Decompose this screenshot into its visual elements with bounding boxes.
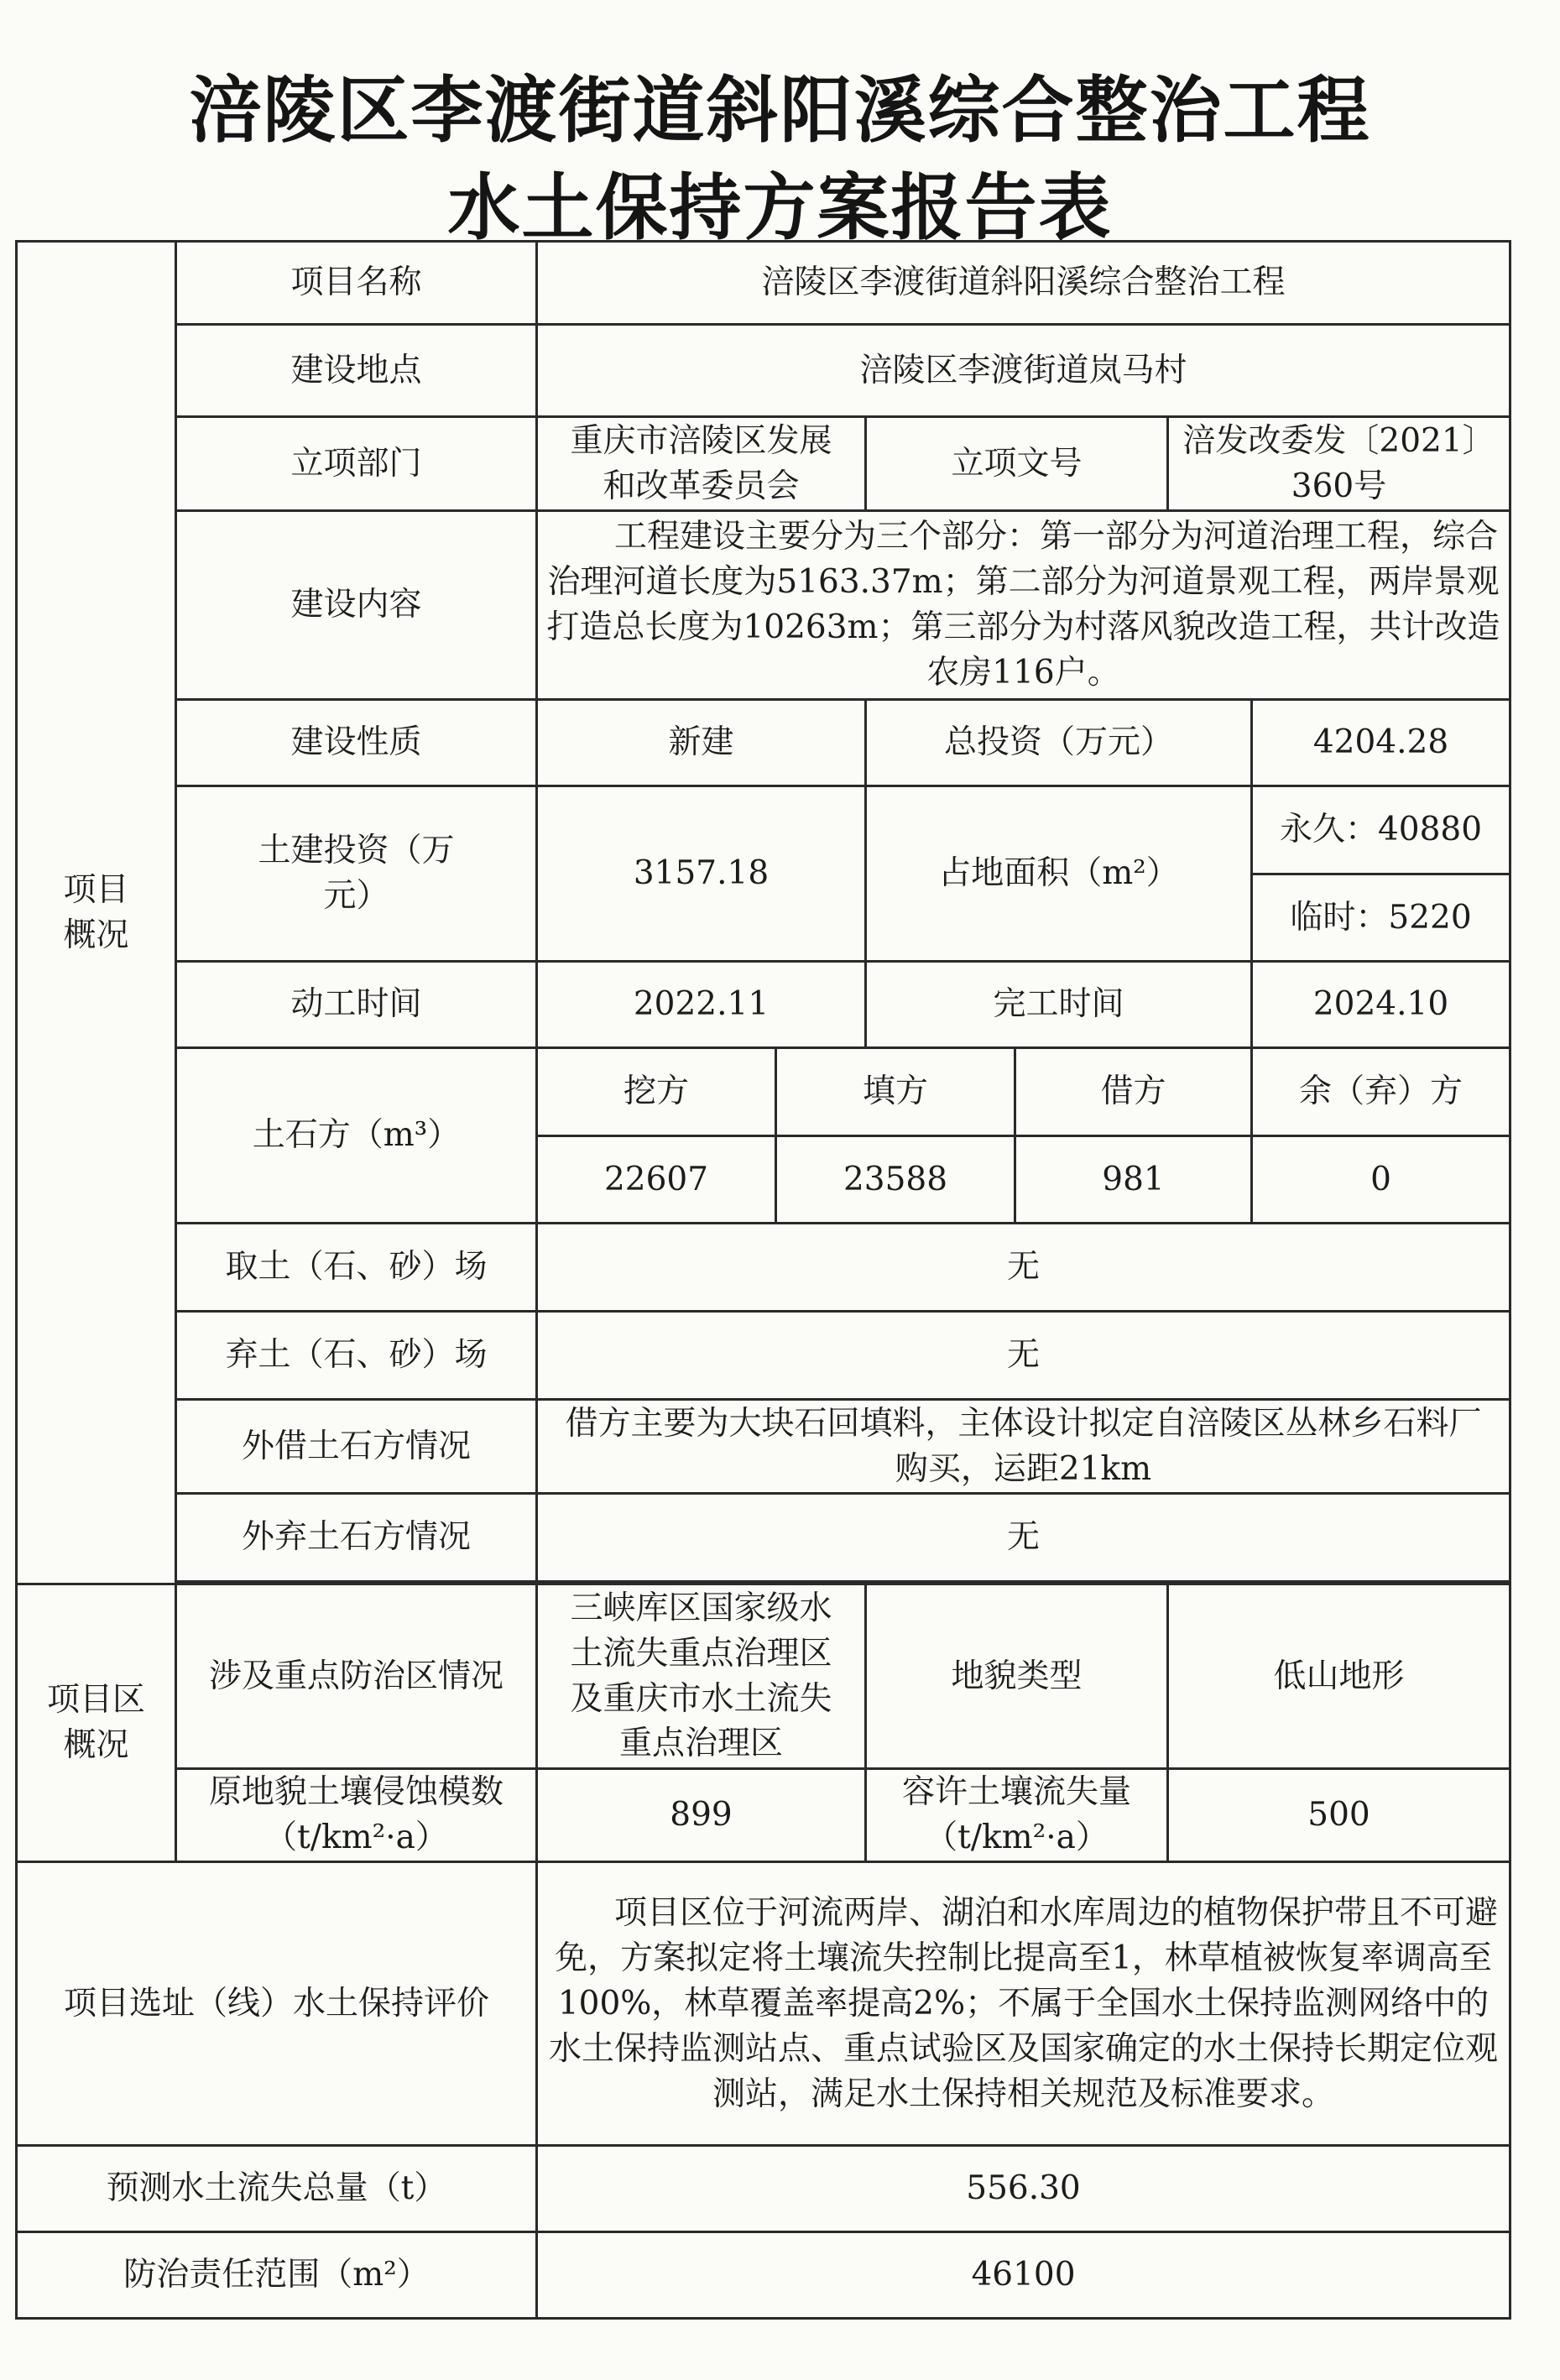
spoil-site-label: 弃土（石、砂）场 <box>176 1312 537 1400</box>
approval-doc-label: 立项文号 <box>866 417 1168 510</box>
civil-investment-label: 土建投资（万元） <box>176 786 537 961</box>
project-name-value: 涪陵区李渡街道斜阳溪综合整治工程 <box>537 242 1510 325</box>
earthwork-header-cut: 挖方 <box>537 1047 776 1135</box>
report-table <box>15 240 1511 2320</box>
start-label: 动工时间 <box>176 962 537 1048</box>
landform-value: 低山地形 <box>1168 1584 1510 1769</box>
document-title-line2: 水土保持方案报告表 <box>447 166 1113 250</box>
total-investment-value: 4204.28 <box>1252 700 1510 786</box>
earthwork-value-cut: 22607 <box>537 1135 776 1224</box>
earthwork-header-fill: 填方 <box>776 1047 1015 1135</box>
predicted-loss-value: 556.30 <box>537 2146 1510 2232</box>
external-spoil-label: 外弃土石方情况 <box>176 1494 537 1582</box>
start-value: 2022.11 <box>537 962 866 1048</box>
site-value: 涪陵区李渡街道岚马村 <box>537 324 1510 417</box>
external-borrow-label: 外借土石方情况 <box>176 1399 537 1494</box>
landform-label: 地貌类型 <box>866 1584 1168 1769</box>
earthwork-header-borrow: 借方 <box>1015 1047 1252 1135</box>
earthwork-value-fill: 23588 <box>776 1135 1015 1224</box>
nature-value: 新建 <box>537 700 866 786</box>
earthwork-label: 土石方（m³） <box>176 1047 537 1223</box>
nature-label: 建设性质 <box>176 700 537 786</box>
end-value: 2024.10 <box>1252 962 1510 1048</box>
predicted-loss-label: 预测水土流失总量（t） <box>17 2146 537 2232</box>
allowable-loss-label: 容许土壤流失量（t/km²·a） <box>866 1768 1168 1861</box>
responsibility-value: 46100 <box>537 2232 1510 2319</box>
external-spoil-value: 无 <box>537 1494 1510 1582</box>
external-borrow-value: 借方主要为大块石回填料，主体设计拟定自涪陵区丛林乡石料厂购买，运距21km <box>537 1399 1510 1494</box>
section-label-area: 项目区概况 <box>17 1584 176 1862</box>
site-label: 建设地点 <box>176 324 537 417</box>
approval-doc-value: 涪发改委发〔2021〕360号 <box>1168 417 1510 510</box>
key-zone-label: 涉及重点防治区情况 <box>176 1584 537 1769</box>
content-label: 建设内容 <box>176 510 537 700</box>
earthwork-header-spoil: 余（弃）方 <box>1252 1047 1510 1135</box>
section-label-overview: 项目概况 <box>17 242 176 1584</box>
land-temporary-value: 临时：5220 <box>1252 874 1510 962</box>
end-label: 完工时间 <box>866 962 1252 1048</box>
erosion-modulus-label: 原地貌土壤侵蚀模数（t/km²·a） <box>176 1768 537 1861</box>
approval-dept-label: 立项部门 <box>176 417 537 510</box>
civil-investment-value: 3157.18 <box>537 786 866 961</box>
site-eval-value: 项目区位于河流两岸、湖泊和水库周边的植物保护带且不可避免，方案拟定将土壤流失控制比提高至1，林草植被恢复率调高至100%，林草覆盖率提高2%；不属于全国水土保持监测网络中的水土保持监测站点、重点试验区及国家确定的水土保持长期定位观测站，满足水土保持相关规范及标准要求。 <box>537 1862 1510 2146</box>
erosion-modulus-value: 899 <box>537 1768 866 1861</box>
content-value: 工程建设主要分为三个部分：第一部分为河道治理工程，综合治理河道长度为5163.37m；第二部分为河道景观工程，两岸景观打造总长度为10263m；第三部分为村落风貌改造工程，共计改造农房116户。 <box>537 510 1510 700</box>
key-zone-value: 三峡库区国家级水土流失重点治理区及重庆市水土流失重点治理区 <box>537 1584 866 1769</box>
site-eval-label: 项目选址（线）水土保持评价 <box>17 1862 537 2146</box>
allowable-loss-value: 500 <box>1168 1768 1510 1861</box>
borrow-site-value: 无 <box>537 1224 1510 1312</box>
earthwork-value-borrow: 981 <box>1015 1135 1252 1224</box>
borrow-site-label: 取土（石、砂）场 <box>176 1224 537 1312</box>
responsibility-label: 防治责任范围（m²） <box>17 2232 537 2319</box>
document-title-line1: 涪陵区李渡街道斜阳溪综合整治工程 <box>189 69 1371 153</box>
project-name-label: 项目名称 <box>176 242 537 325</box>
land-permanent-value: 永久：40880 <box>1252 786 1510 874</box>
total-investment-label: 总投资（万元） <box>866 700 1252 786</box>
earthwork-value-spoil: 0 <box>1252 1135 1510 1224</box>
spoil-site-value: 无 <box>537 1312 1510 1400</box>
land-area-label: 占地面积（m²） <box>866 786 1252 961</box>
approval-dept-value: 重庆市涪陵区发展和改革委员会 <box>537 417 866 510</box>
